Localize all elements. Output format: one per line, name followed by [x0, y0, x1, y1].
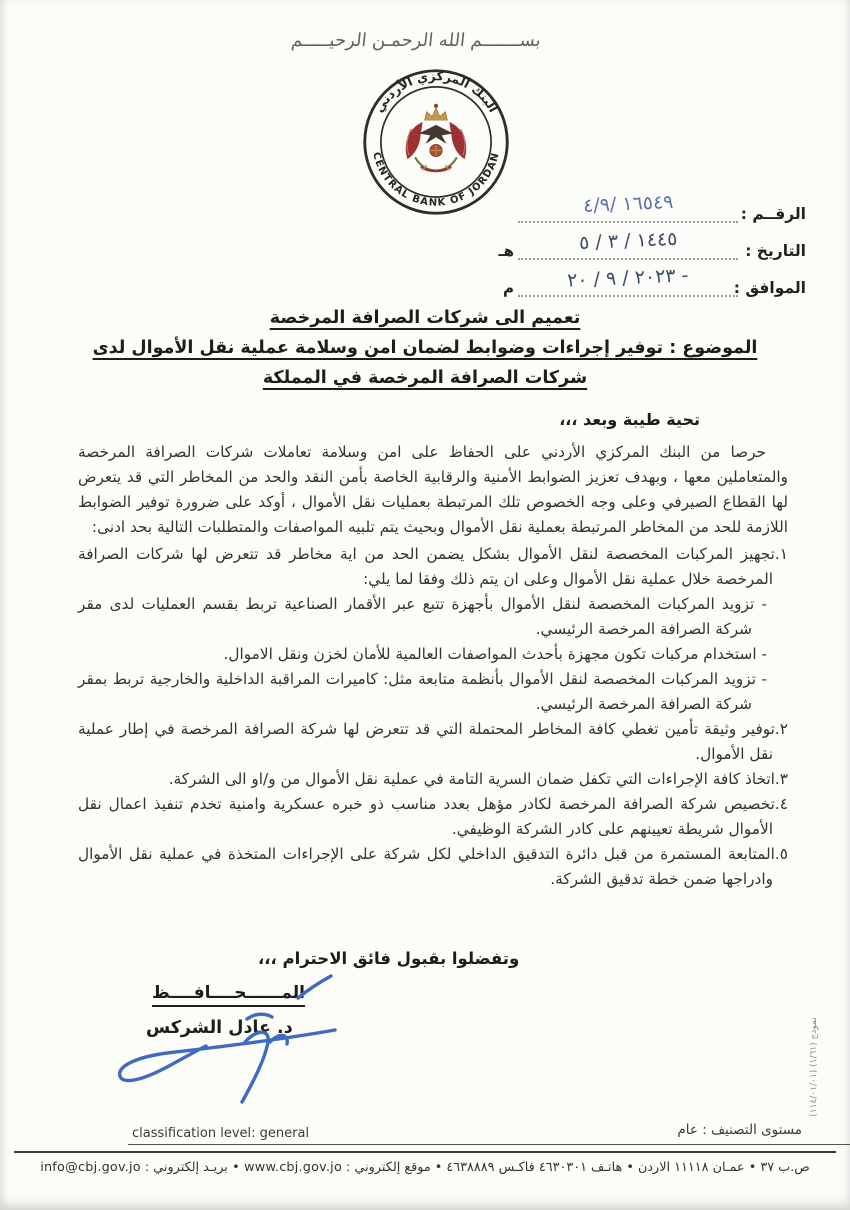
- cbj-seal-logo: [360, 66, 512, 218]
- hijri-date-line: [518, 228, 738, 260]
- reference-number-row: [498, 186, 806, 223]
- letter-body: [78, 440, 788, 892]
- list-item-2: ٢.توفير وثيقة تأمين تغطي كافة المخاطر المحتملة التي قد تتعرض لها شركة الصرافة المرخصة في إطار عملية نقل الأموال.: [78, 720, 788, 763]
- coat-of-arms: [406, 104, 467, 171]
- contact-info-line: ص.ب ٣٧ • عمـان ١١١١٨ الاردن • هاتـف ٤٦٣٠٣٠١ فاكـس ٤٦٣٨٨٨٩ • موقع إلكتروني : www.cbj.gov.jo • بريـد إلكتروني : info@cbj.gov.jo: [40, 1160, 810, 1175]
- closing-line: وتفضلوا بقبول فائق الاحترام ،،،: [258, 949, 520, 968]
- reference-number-value: ١٦٥٤٩ /٤/٩: [582, 191, 674, 217]
- list-item-3: ٣.اتخاذ كافة الإجراءات التي تكفل ضمان السرية التامة في عملية نقل الأموال من و/او الى الشركة.: [168, 770, 788, 788]
- seal-arabic-name: البنك المركزي الأردني: [371, 69, 501, 115]
- svg-text:CENTRAL BANK OF JORDAN: [370, 151, 502, 209]
- list-item-4: ٤.تخصيص شركة الصرافة المرخصة لكادر مؤهل بعدد مناسب ذو خبره عسكرية وامنية تخدم تنفيذ اعمال نقل الأموال شريطة تعيينهم على كادر الشركة الوظيفي.: [78, 795, 788, 838]
- greeting-line: تحية طيبة وبعد ،،،: [559, 410, 700, 429]
- signature-scribble: [95, 972, 365, 1127]
- subject-line-2: شركات الصرافة المرخصة في المملكة: [262, 368, 588, 388]
- gregorian-date-label: الموافق :: [733, 279, 806, 297]
- list-item-5: ٥.المتابعة المستمرة من قبل دائرة التدقيق الداخلي لكل شركة على الإجراءات المتخذة في عملية نقل الأموال وادراجها ضمن خطة تدقيق الشركة.: [78, 845, 788, 888]
- classification-english: classification level: general: [132, 1126, 310, 1141]
- reference-number-label: الرقــم :: [740, 205, 806, 223]
- gregorian-date-line: [518, 265, 738, 297]
- list-item-1-sub-2: - استخدام مركبات تكون مجهزة بأحدث المواصفات العالمية للأمان لخزن ونقل الاموال.: [223, 645, 767, 663]
- subject-block: [60, 303, 790, 393]
- gregorian-date-row: [498, 260, 806, 297]
- hijri-date-value: ١٤٤٥ / ٣ / ٥: [578, 227, 678, 255]
- intro-paragraph: حرصا من البنك المركزي الأردني على الحفاظ على امن وسلامة تعاملات شركات الصرافة المرخصة والمتعاملين معها ، وبهدف تعزيز الضوابط الأمنية والرقابية الخاصة بأمن النقد والحد من المخاطر التي قد يتعرض لها القطاع الصيرفي وعلى وجه الخصوص تلك المرتبطة بعمليات نقل الأموال ، أوكد على ضرورة توفير الضوابط اللازمة للحد من المخاطر المرتبطة بعملية نقل الأموال وبحيث يتم تلبيه المواصفات والمتطلبات التالية بحد ادنى:: [78, 443, 788, 536]
- circular-title-line: تعميم الى شركات الصرافة المرخصة: [269, 308, 581, 328]
- list-item-1-sub-3: - تزويد المركبات المخصصة لنقل الأموال بأنظمة متابعة مثل: كاميرات المراقبة الداخلية والخارجية تربط بمقر شركة الصرافة المرخصة الرئيسي.: [78, 670, 767, 713]
- hijri-suffix: هـ: [498, 242, 514, 260]
- bismillah-calligraphy: بســـــــم الله الرحمـن الرحيـــــم: [290, 30, 542, 51]
- hijri-date-row: [498, 223, 806, 260]
- list-item-1-sub-1: - تزويد المركبات المخصصة لنقل الأموال بأجهزة تتبع عبر الأقمار الصناعية تربط بقسم العمليات لدى مقر شركة الصرافة المرخصة الرئيسي.: [78, 595, 767, 638]
- classification-arabic: مستوى التصنيف : عام: [677, 1122, 802, 1138]
- form-number-note: نموذج (١/٦١) (١١٤/٠١/٠١): [809, 1017, 819, 1117]
- hijri-date-label: التاريخ :: [745, 242, 806, 260]
- reference-number-line: [518, 191, 738, 223]
- gregorian-suffix: م: [503, 279, 514, 297]
- subject-line: الموضوع : توفير إجراءات وضوابط لضمان امن وسلامة عملية نقل الأموال لدى: [92, 338, 758, 358]
- governor-name: د. عادل الشركس: [146, 1018, 293, 1038]
- seal-english-name: CENTRAL BANK OF JORDAN: [370, 151, 502, 209]
- gregorian-date-value: ٢٠٢٣ / ٩ / ٢٠ -: [566, 264, 690, 292]
- governor-title: المــــــحــــافــــظ: [152, 983, 305, 1007]
- list-item-1: ١.تجهيز المركبات المخصصة لنقل الأموال بشكل يضمن الحد من اية مخاطر قد تتعرض لها شركات الصرافة المرخصة خلال عملية نقل الأموال وعلى ان يتم ذلك وفقا لما يلي:: [78, 545, 788, 588]
- footer-divider: [14, 1151, 836, 1153]
- classification-divider: [128, 1144, 850, 1145]
- reference-block: [498, 186, 806, 297]
